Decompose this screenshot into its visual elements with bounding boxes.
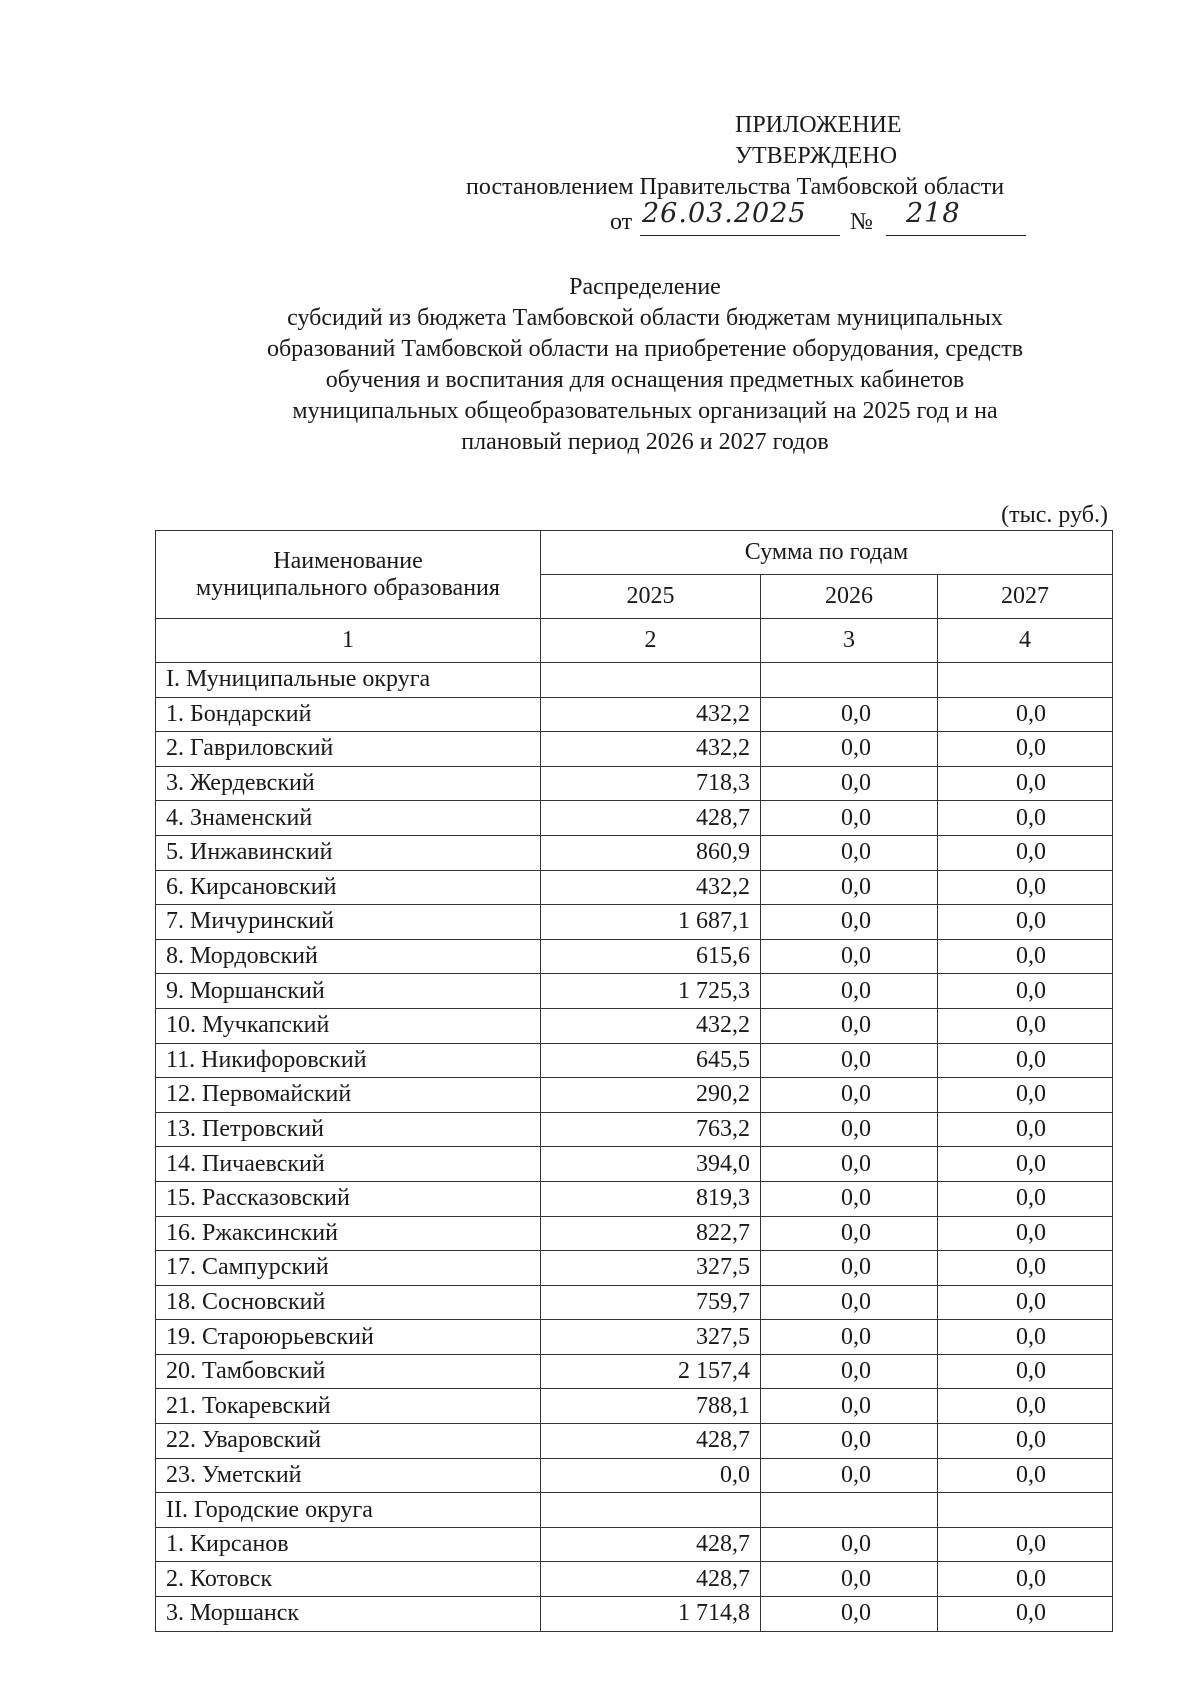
- row-value-2026: 0,0: [761, 1527, 938, 1562]
- table-row: [156, 1389, 1113, 1424]
- table-body: [156, 663, 1113, 1632]
- row-value-2027: 0,0: [938, 905, 1113, 940]
- row-value-2026: 0,0: [761, 1112, 938, 1147]
- row-value-2025: 822,7: [541, 1216, 761, 1251]
- row-name-cell: 16. Ржаксинский: [156, 1216, 541, 1251]
- row-value-2027: 0,0: [938, 1216, 1113, 1251]
- row-name-cell: 1. Бондарский: [156, 697, 541, 732]
- row-value-2025: [541, 1493, 761, 1528]
- table-row: [156, 1527, 1113, 1562]
- row-value-2027: 0,0: [938, 1112, 1113, 1147]
- row-name-cell: 11. Никифоровский: [156, 1043, 541, 1078]
- row-name-cell: 6. Кирсановский: [156, 870, 541, 905]
- row-value-2025: 2 157,4: [541, 1354, 761, 1389]
- row-value-2026: 0,0: [761, 766, 938, 801]
- row-name-cell: 2. Котовск: [156, 1562, 541, 1597]
- row-value-2027: 0,0: [938, 1597, 1113, 1632]
- row-value-2027: 0,0: [938, 939, 1113, 974]
- table-row: [156, 905, 1113, 940]
- row-value-2026: 0,0: [761, 1320, 938, 1355]
- table-row: [156, 1424, 1113, 1459]
- row-value-2025: 428,7: [541, 1562, 761, 1597]
- column-header-name-line-1: Наименование: [273, 547, 423, 574]
- row-value-2025: 759,7: [541, 1285, 761, 1320]
- row-value-2027: 0,0: [938, 1527, 1113, 1562]
- row-value-2027: 0,0: [938, 801, 1113, 836]
- row-value-2026: [761, 1493, 938, 1528]
- row-name-cell: 2. Гавриловский: [156, 732, 541, 767]
- row-value-2026: 0,0: [761, 1043, 938, 1078]
- units-label: (тыс. руб.): [1001, 502, 1108, 528]
- column-number-3: 3: [761, 619, 938, 663]
- row-value-2026: 0,0: [761, 801, 938, 836]
- row-value-2027: 0,0: [938, 1147, 1113, 1182]
- row-name-cell: 21. Токаревский: [156, 1389, 541, 1424]
- table-row: [156, 1147, 1113, 1182]
- row-name-cell: I. Муниципальные округа: [156, 663, 541, 698]
- resolution-text: постановлением Правительства Тамбовской области: [466, 174, 1005, 200]
- table-row: [156, 801, 1113, 836]
- document-title: [140, 272, 1150, 458]
- row-value-2027: 0,0: [938, 1458, 1113, 1493]
- row-value-2027: 0,0: [938, 1181, 1113, 1216]
- row-name-cell: 23. Уметский: [156, 1458, 541, 1493]
- approved-label: УТВЕРЖДЕНО: [735, 143, 898, 169]
- table-row: [156, 1458, 1113, 1493]
- table-row: [156, 1078, 1113, 1113]
- row-value-2025: [541, 663, 761, 698]
- row-value-2026: [761, 663, 938, 698]
- row-value-2025: 645,5: [541, 1043, 761, 1078]
- row-value-2026: 0,0: [761, 697, 938, 732]
- handwritten-date: 26.03.2025: [642, 198, 807, 229]
- row-value-2026: 0,0: [761, 1008, 938, 1043]
- appendix-label: ПРИЛОЖЕНИЕ: [735, 112, 902, 138]
- row-value-2027: 0,0: [938, 974, 1113, 1009]
- row-value-2025: 788,1: [541, 1389, 761, 1424]
- column-header-name-line-2: муниципального образования: [196, 574, 500, 601]
- table-row: [156, 974, 1113, 1009]
- row-value-2026: 0,0: [761, 1597, 938, 1632]
- row-name-cell: 10. Мучкапский: [156, 1008, 541, 1043]
- row-name-cell: 7. Мичуринский: [156, 905, 541, 940]
- row-value-2027: 0,0: [938, 1008, 1113, 1043]
- row-value-2025: 327,5: [541, 1320, 761, 1355]
- row-value-2026: 0,0: [761, 732, 938, 767]
- row-name-cell: 3. Моршанск: [156, 1597, 541, 1632]
- row-value-2027: 0,0: [938, 1424, 1113, 1459]
- table-row: [156, 663, 1113, 698]
- row-name-cell: 13. Петровский: [156, 1112, 541, 1147]
- row-value-2027: 0,0: [938, 870, 1113, 905]
- table-row: [156, 1043, 1113, 1078]
- row-value-2026: 0,0: [761, 1562, 938, 1597]
- row-name-cell: 8. Мордовский: [156, 939, 541, 974]
- row-value-2027: 0,0: [938, 1285, 1113, 1320]
- row-value-2025: 432,2: [541, 732, 761, 767]
- row-value-2026: 0,0: [761, 974, 938, 1009]
- row-name-cell: 1. Кирсанов: [156, 1527, 541, 1562]
- row-name-cell: 9. Моршанский: [156, 974, 541, 1009]
- column-number-1: 1: [156, 619, 541, 663]
- row-value-2027: 0,0: [938, 766, 1113, 801]
- row-value-2026: 0,0: [761, 1285, 938, 1320]
- table-row: [156, 1112, 1113, 1147]
- row-value-2025: 1 725,3: [541, 974, 761, 1009]
- row-value-2026: 0,0: [761, 939, 938, 974]
- row-value-2026: 0,0: [761, 1251, 938, 1286]
- row-value-2026: 0,0: [761, 1078, 938, 1113]
- row-value-2027: 0,0: [938, 1354, 1113, 1389]
- row-value-2027: 0,0: [938, 1043, 1113, 1078]
- column-header-name: [156, 531, 541, 619]
- row-value-2027: [938, 663, 1113, 698]
- table-row: [156, 1181, 1113, 1216]
- row-value-2025: 819,3: [541, 1181, 761, 1216]
- row-value-2025: 432,2: [541, 697, 761, 732]
- row-value-2027: 0,0: [938, 697, 1113, 732]
- row-name-cell: 4. Знаменский: [156, 801, 541, 836]
- row-value-2025: 763,2: [541, 1112, 761, 1147]
- row-value-2027: 0,0: [938, 1389, 1113, 1424]
- row-value-2025: 428,7: [541, 801, 761, 836]
- row-value-2025: 394,0: [541, 1147, 761, 1182]
- row-value-2025: 432,2: [541, 870, 761, 905]
- row-value-2026: 0,0: [761, 1424, 938, 1459]
- row-value-2025: 290,2: [541, 1078, 761, 1113]
- number-prefix: №: [850, 209, 873, 235]
- row-value-2026: 0,0: [761, 1147, 938, 1182]
- row-value-2026: 0,0: [761, 1354, 938, 1389]
- column-header-year-2026: 2026: [761, 575, 938, 619]
- row-value-2027: 0,0: [938, 1562, 1113, 1597]
- row-value-2025: 615,6: [541, 939, 761, 974]
- row-value-2026: 0,0: [761, 1458, 938, 1493]
- title-line-1: Распределение: [569, 274, 721, 300]
- table-row: [156, 1562, 1113, 1597]
- row-name-cell: 12. Первомайский: [156, 1078, 541, 1113]
- row-value-2025: 1 714,8: [541, 1597, 761, 1632]
- row-value-2025: 428,7: [541, 1424, 761, 1459]
- title-line-6: плановый период 2026 и 2027 годов: [461, 429, 829, 455]
- row-value-2025: 432,2: [541, 1008, 761, 1043]
- row-value-2025: 327,5: [541, 1251, 761, 1286]
- row-value-2027: 0,0: [938, 1320, 1113, 1355]
- table-row: [156, 1493, 1113, 1528]
- row-name-cell: II. Городские округа: [156, 1493, 541, 1528]
- row-value-2027: 0,0: [938, 732, 1113, 767]
- row-value-2026: 0,0: [761, 1216, 938, 1251]
- title-line-2: субсидий из бюджета Тамбовской области бюджетам муниципальных: [287, 305, 1003, 331]
- subsidy-table: [155, 530, 1113, 1632]
- title-line-5: муниципальных общеобразовательных организаций на 2025 год и на: [292, 398, 998, 424]
- row-value-2027: 0,0: [938, 835, 1113, 870]
- row-value-2027: [938, 1493, 1113, 1528]
- column-number-4: 4: [938, 619, 1113, 663]
- row-name-cell: 22. Уваровский: [156, 1424, 541, 1459]
- table-row: [156, 1597, 1113, 1632]
- table-row: [156, 1008, 1113, 1043]
- column-header-year-2027: 2027: [938, 575, 1113, 619]
- column-number-2: 2: [541, 619, 761, 663]
- title-line-3: образований Тамбовской области на приобретение оборудования, средств: [266, 336, 1024, 362]
- row-value-2025: 860,9: [541, 835, 761, 870]
- row-name-cell: 18. Сосновский: [156, 1285, 541, 1320]
- row-value-2025: 428,7: [541, 1527, 761, 1562]
- table-row: [156, 835, 1113, 870]
- row-value-2025: 1 687,1: [541, 905, 761, 940]
- table-row: [156, 1354, 1113, 1389]
- row-value-2026: 0,0: [761, 835, 938, 870]
- row-value-2026: 0,0: [761, 1389, 938, 1424]
- row-value-2026: 0,0: [761, 905, 938, 940]
- table-row: [156, 1320, 1113, 1355]
- table-row: [156, 732, 1113, 767]
- table-row: [156, 1285, 1113, 1320]
- table-row: [156, 870, 1113, 905]
- table-row: [156, 766, 1113, 801]
- date-prefix: от: [610, 209, 633, 235]
- row-value-2025: 718,3: [541, 766, 761, 801]
- table-row: [156, 939, 1113, 974]
- row-name-cell: 14. Пичаевский: [156, 1147, 541, 1182]
- row-name-cell: 5. Инжавинский: [156, 835, 541, 870]
- row-name-cell: 17. Сампурский: [156, 1251, 541, 1286]
- table-row: [156, 1216, 1113, 1251]
- column-header-sum: Сумма по годам: [541, 531, 1113, 575]
- row-value-2025: 0,0: [541, 1458, 761, 1493]
- row-name-cell: 3. Жердевский: [156, 766, 541, 801]
- row-name-cell: 20. Тамбовский: [156, 1354, 541, 1389]
- table-row: [156, 697, 1113, 732]
- row-value-2026: 0,0: [761, 1181, 938, 1216]
- row-value-2027: 0,0: [938, 1078, 1113, 1113]
- column-header-year-2025: 2025: [541, 575, 761, 619]
- title-line-4: обучения и воспитания для оснащения предметных кабинетов: [325, 367, 965, 393]
- table-row: [156, 1251, 1113, 1286]
- row-value-2027: 0,0: [938, 1251, 1113, 1286]
- handwritten-number: 218: [906, 198, 961, 229]
- row-value-2026: 0,0: [761, 870, 938, 905]
- row-name-cell: 15. Рассказовский: [156, 1181, 541, 1216]
- row-name-cell: 19. Староюрьевский: [156, 1320, 541, 1355]
